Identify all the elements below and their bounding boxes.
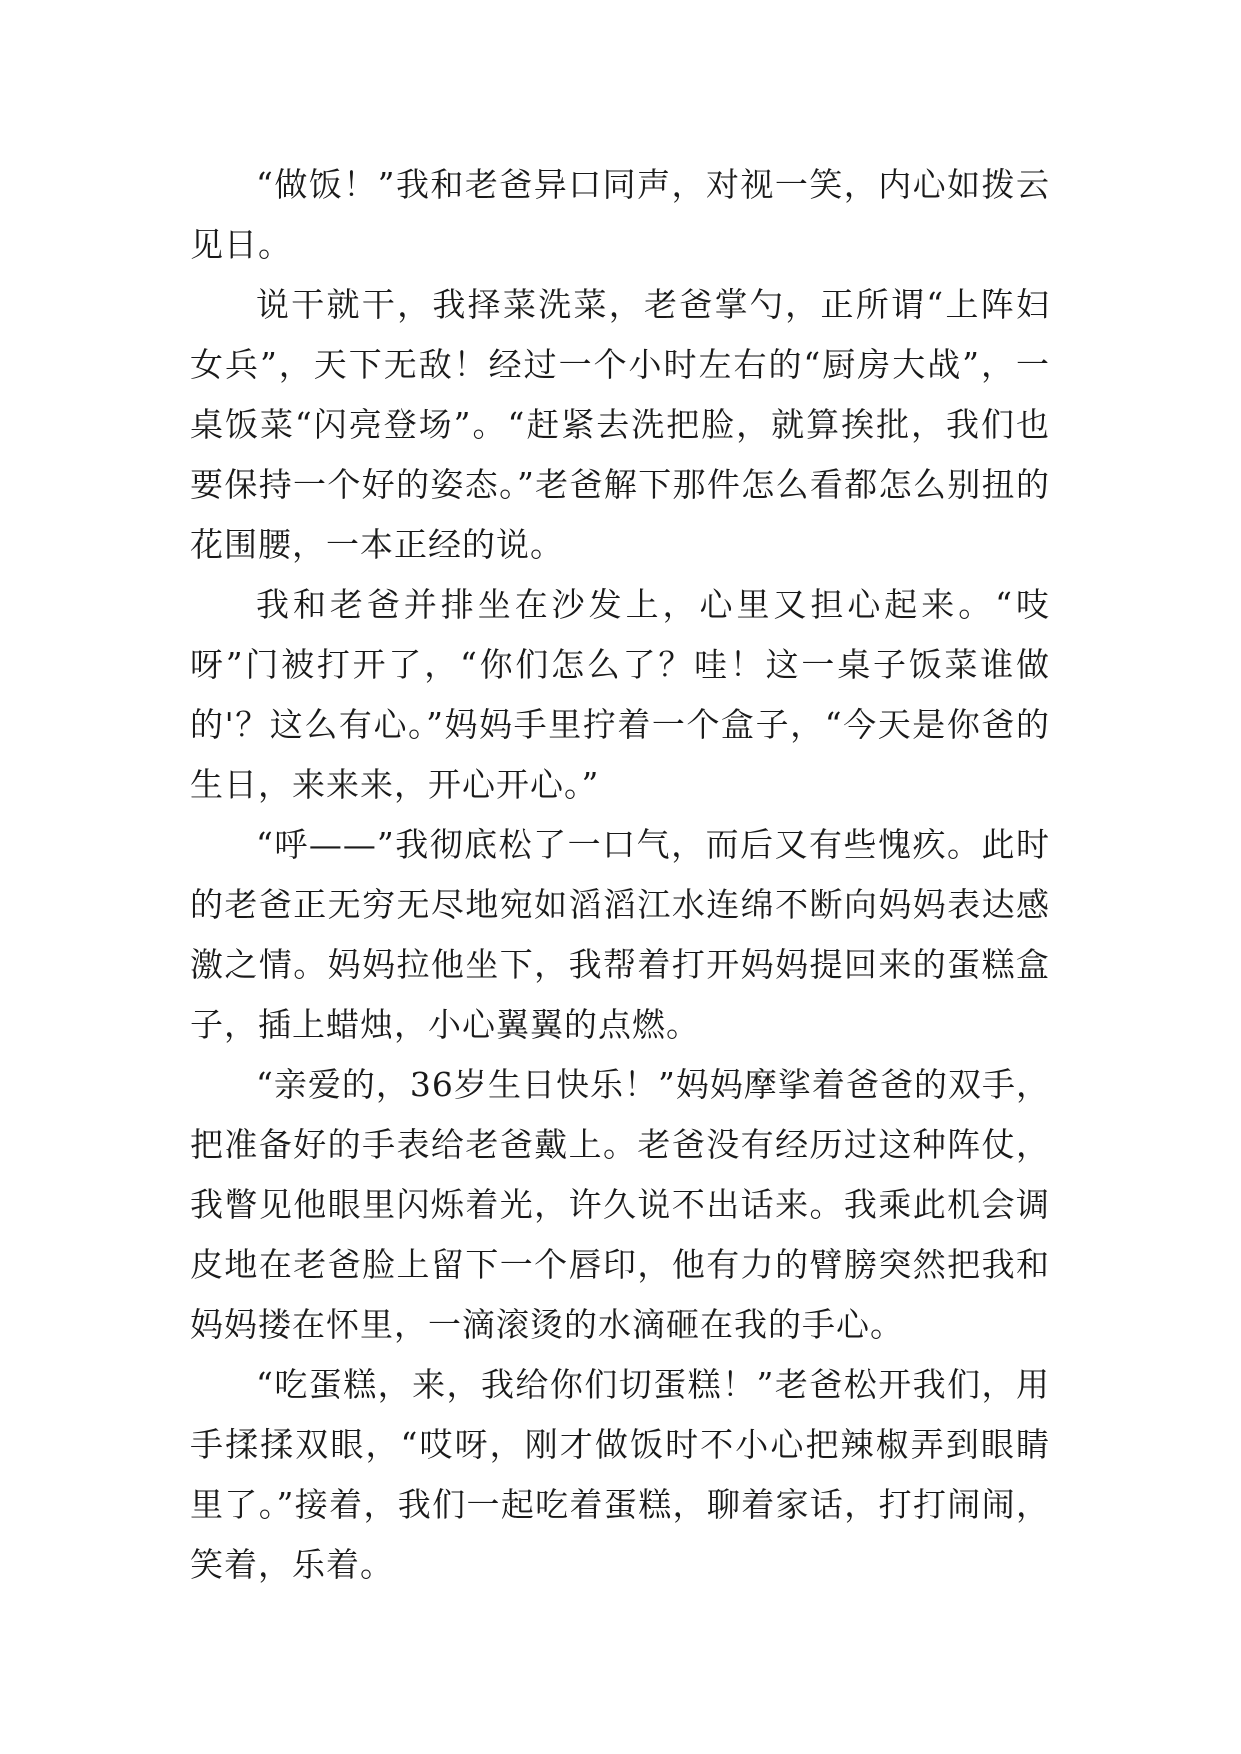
paragraph-1: “做饭！”我和老爸异口同声，对视一笑，内心如拨云见日。 (190, 165, 1050, 264)
paragraph-6: “吃蛋糕，来，我给你们切蛋糕！”老爸松开我们，用手揉揉双眼，“哎呀，刚才做饭时不小心把辣椒弄到眼睛里了。”接着，我们一起吃着蛋糕，聊着家话，打打闹闹，笑着，乐着。 (190, 1365, 1050, 1584)
paragraph-5: “亲爱的，36岁生日快乐！”妈妈摩挲着爸爸的双手，把准备好的手表给老爸戴上。老爸没有经历过这种阵仗，我瞥见他眼里闪烁着光，许久说不出话来。我乘此机会调皮地在老爸脸上留下一个唇印，他有力的臂膀突然把我和妈妈搂在怀里，一滴滚烫的水滴砸在我的手心。 (190, 1065, 1050, 1344)
body-text (190, 155, 1050, 1595)
paragraph-3: 我和老爸并排坐在沙发上，心里又担心起来。“吱呀”门被打开了，“你们怎么了？哇！这一桌子饭菜谁做的'？这么有心。”妈妈手里拧着一个盒子，“今天是你爸的生日，来来来，开心开心。” (190, 585, 1050, 804)
paragraph-4: “呼——”我彻底松了一口气，而后又有些愧疚。此时的老爸正无穷无尽地宛如滔滔江水连绵不断向妈妈表达感激之情。妈妈拉他坐下，我帮着打开妈妈提回来的蛋糕盒子，插上蜡烛，小心翼翼的点燃。 (190, 825, 1050, 1044)
paragraph-2: 说干就干，我择菜洗菜，老爸掌勺，正所谓“上阵妇女兵”，天下无敌！经过一个小时左右的“厨房大战”，一桌饭菜“闪亮登场”。“赶紧去洗把脸，就算挨批，我们也要保持一个好的姿态。”老爸解下那件怎么看都怎么别扭的花围腰，一本正经的说。 (190, 285, 1050, 564)
